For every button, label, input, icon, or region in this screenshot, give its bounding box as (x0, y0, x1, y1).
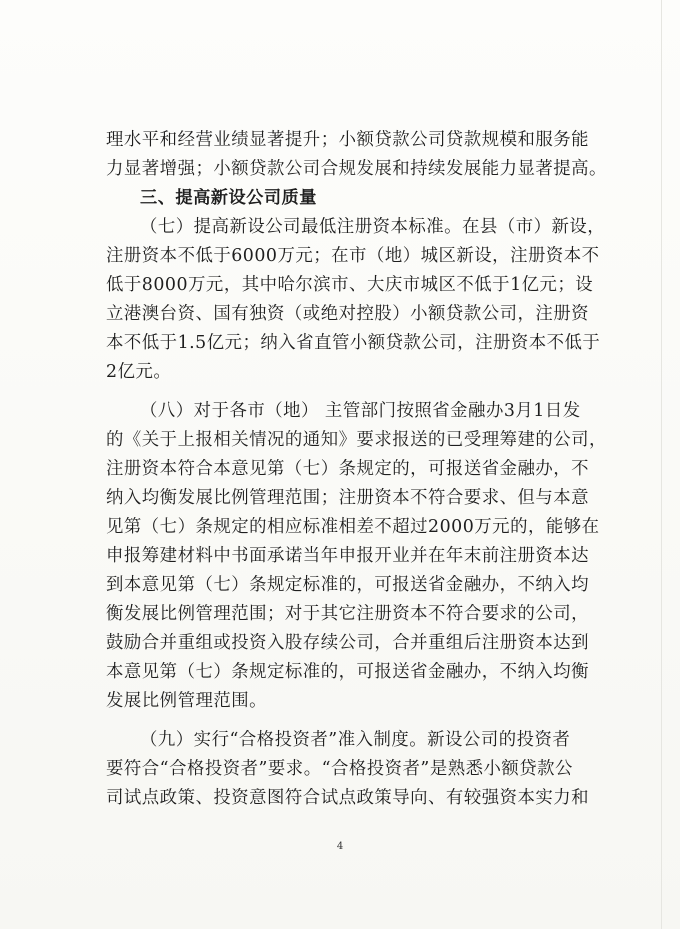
paragraph-line: 要符合“合格投资者”要求。“合格投资者”是熟悉小额贷款公 (106, 759, 573, 779)
paragraph-line: 力显著增强；小额贷款公司合规发展和持续发展能力显著提高。 (106, 159, 607, 179)
paragraph-line: 本不低于1.5亿元；纳入省直管小额贷款公司，注册资本不低于 (106, 333, 601, 353)
paragraph-line: （九）实行“合格投资者”准入制度。新设公司的投资者 (140, 730, 571, 750)
paragraph-line: 发展比例管理范围。 (106, 691, 268, 711)
paragraph-line: 2亿元。 (106, 362, 172, 382)
page-edge-divider (661, 0, 662, 929)
paragraph-line: 注册资本不低于6000万元；在市（地）城区新设，注册资本不 (106, 246, 600, 266)
page-number: 4 (336, 841, 344, 852)
paragraph-line: 衡发展比例管理范围；对于其它注册资本不符合要求的公司， (106, 604, 590, 624)
paragraph-line: 理水平和经营业绩显著提升；小额贷款公司贷款规模和服务能 (106, 130, 590, 150)
paragraph-line: 低于8000万元，其中哈尔滨市、大庆市城区不低于1亿元；设 (106, 275, 594, 295)
paragraph-line: 注册资本符合本意见第（七）条规定的，可报送省金融办，不 (106, 459, 590, 479)
paragraph-line: 见第（七）条规定的相应标准相差不超过2000万元的，能够在 (106, 517, 600, 537)
paragraph-line: 申报筹建材料中书面承诺当年申报开业并在年末前注册资本达 (106, 546, 590, 566)
paragraph-line: 到本意见第（七）条规定标准的，可报送省金融办，不纳入均 (106, 575, 590, 595)
paragraph-line: （八）对于各市（地） 主管部门按照省金融办3月1日发 (140, 401, 581, 421)
paragraph-line: 纳入均衡发展比例管理范围；注册资本不符合要求、但与本意 (106, 488, 590, 508)
section-heading: 三、提高新设公司质量 (140, 188, 317, 208)
paragraph-line: 立港澳台资、国有独资（或绝对控股）小额贷款公司，注册资 (106, 304, 590, 324)
paragraph-line: （七）提高新设公司最低注册资本标准。在县（市）新设， (140, 217, 606, 237)
paragraph-line: 司试点政策、投资意图符合试点政策导向、有较强资本实力和 (106, 788, 590, 808)
paragraph-line: 鼓励合并重组或投资入股存续公司，合并重组后注册资本达到 (106, 633, 590, 653)
paragraph-line: 本意见第（七）条规定标准的，可报送省金融办，不纳入均衡 (106, 662, 590, 682)
paragraph-line: 的《关于上报相关情况的通知》要求报送的已受理筹建的公司， (106, 430, 607, 450)
